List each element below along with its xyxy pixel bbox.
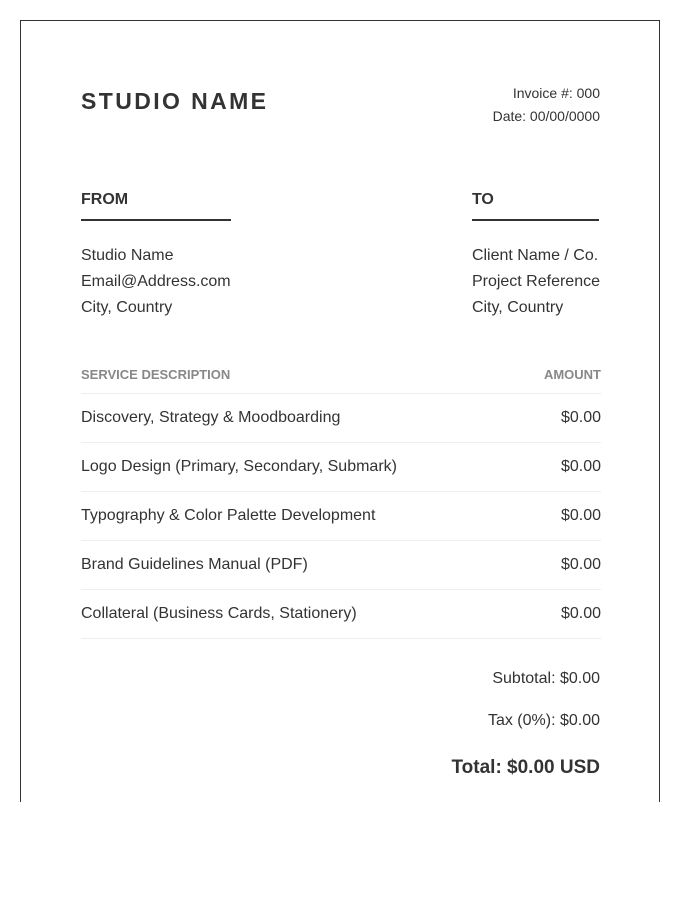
table-row [81, 443, 601, 492]
from-location: City, Country [81, 299, 173, 316]
service-amount: $0.00 [560, 458, 601, 475]
service-amount: $0.00 [560, 507, 601, 524]
from-email: Email@Address.com [81, 273, 231, 290]
from-heading: FROM [81, 189, 231, 221]
table-row [81, 394, 601, 443]
invoice-date: Date: 00/00/0000 [492, 108, 600, 124]
service-description-header: SERVICE DESCRIPTION [81, 367, 231, 382]
invoice-sheet [20, 20, 660, 802]
studio-name-title: STUDIO NAME [81, 88, 269, 114]
service-description: Collateral (Business Cards, Stationery) [81, 605, 357, 622]
table-row [81, 590, 601, 639]
invoice-meta [493, 82, 600, 128]
services-table-header [81, 365, 601, 394]
to-section [472, 189, 600, 321]
tax: Tax (0%): $0.00 [487, 712, 600, 729]
table-row [81, 492, 601, 541]
grand-total: Total: $0.00 USD [451, 757, 600, 778]
service-description: Discovery, Strategy & Moodboarding [81, 409, 341, 426]
amount-header: AMOUNT [543, 367, 601, 382]
service-amount: $0.00 [560, 556, 601, 573]
table-row [81, 541, 601, 590]
service-description: Typography & Color Palette Development [81, 507, 376, 524]
service-description: Brand Guidelines Manual (PDF) [81, 556, 308, 573]
from-details [81, 243, 231, 321]
subtotal: Subtotal: $0.00 [492, 670, 600, 687]
service-description: Logo Design (Primary, Secondary, Submark) [81, 458, 397, 475]
invoice-number: Invoice #: 000 [512, 85, 600, 101]
to-project: Project Reference [471, 273, 600, 290]
service-amount: $0.00 [560, 409, 601, 426]
services-table [81, 365, 601, 639]
totals-section [451, 669, 600, 780]
to-client: Client Name / Co. [471, 247, 599, 264]
to-heading: TO [472, 189, 599, 221]
from-section [81, 189, 231, 321]
service-amount: $0.00 [560, 605, 601, 622]
to-location: City, Country [471, 299, 564, 316]
to-details [472, 243, 600, 321]
from-name: Studio Name [81, 247, 174, 264]
